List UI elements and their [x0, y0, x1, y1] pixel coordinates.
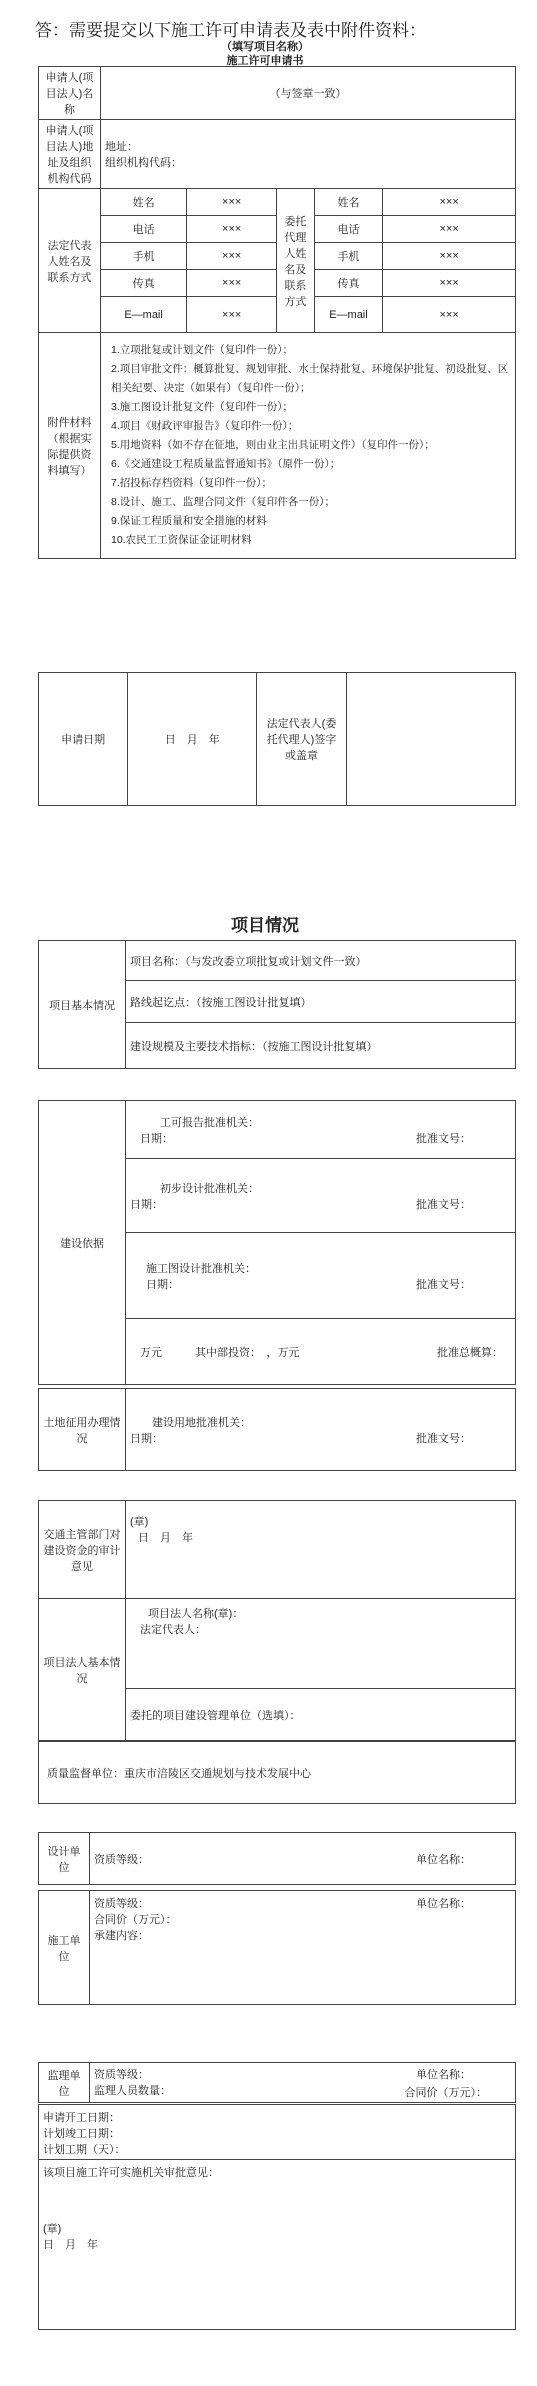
legal-table	[38, 1598, 516, 1741]
quality-unit: 质量监督单位：重庆市涪陵区交通规划与技术发展中心	[39, 1742, 516, 1804]
agent-field-fax: 传真	[314, 270, 383, 297]
cons-approval[interactable]: 施工图设计批准机关：	[146, 1262, 256, 1275]
approval-seal: (章)	[43, 2223, 62, 2235]
applicant-label: 申请人(项目法人)名称	[39, 67, 101, 120]
agent-value-fax[interactable]: ×××	[383, 270, 516, 297]
signature-label: 法定代表人(委托代理人)签字或盖章	[257, 673, 346, 806]
project-basic-label: 项目基本情况	[39, 941, 126, 1069]
attachment-item: 3.施工图设计批复文件（复印件一份）；	[111, 401, 294, 413]
sup-unit-name[interactable]: 单位名称：	[416, 2068, 471, 2081]
prelim-date[interactable]: 日期：	[130, 1198, 163, 1211]
feas-approval[interactable]: 工可报告批准机关：	[160, 1116, 259, 1129]
attachments-label: 附件材料（根据实际提供资料填写）	[39, 333, 101, 559]
agent-field-email: E—mail	[314, 297, 383, 333]
budget-total[interactable]: 批准总概算：	[437, 1346, 503, 1359]
prelim-approval[interactable]: 初步设计批准机关：	[160, 1182, 259, 1195]
route-line[interactable]: 路线起讫点：（按施工图设计批复填）	[126, 981, 516, 1023]
project-section-title: 项目情况	[231, 916, 299, 935]
apply-date-label: 申请日期	[39, 673, 128, 806]
construction-table	[38, 1890, 516, 2005]
agent-field-name: 姓名	[314, 189, 383, 216]
attachment-item: 1.立项批复或计划文件（复印件一份）；	[111, 344, 294, 356]
transport-label: 交通主管部门对建设资金的审计意见	[39, 1501, 126, 1599]
land-table	[38, 1388, 516, 1471]
approval-date[interactable]: 日 月 年	[43, 2239, 98, 2251]
attachment-item: 6.《交通建设工程质量监督通知书》（原件一份）；	[111, 458, 341, 470]
supervision-table	[38, 2062, 516, 2103]
form-project-name: （填写项目名称）	[221, 41, 309, 53]
sup-contract-price[interactable]: 合同价（万元）：	[404, 2086, 487, 2099]
legal-field-fax: 传真	[101, 270, 187, 297]
intro-text: 答：需要提交以下施工许可申请表及表中附件资料：	[35, 21, 426, 40]
agent-unit[interactable]: 委托的项目建设管理单位（选填）：	[126, 1689, 516, 1741]
legal-field-mobile: 手机	[101, 243, 187, 270]
land-date[interactable]: 日期：	[130, 1432, 163, 1445]
apply-date-value[interactable]: 日 月 年	[128, 673, 257, 806]
cons-contract-price[interactable]: 合同价（万元）：	[94, 1914, 177, 1926]
finish-date[interactable]: 计划竣工日期：	[43, 2128, 120, 2140]
cons-doc-no[interactable]: 批准文号：	[416, 1278, 471, 1291]
attachment-item: 5.用地资料（如不存在征地，则由业主出具证明文件）（复印件一份）；	[111, 439, 435, 451]
attachment-item: 8.设计、施工、监理合同文件（复印件各一份）；	[111, 496, 336, 508]
design-table	[38, 1832, 516, 1885]
signature-area[interactable]	[346, 673, 515, 806]
legal-field-name: 姓名	[101, 189, 187, 216]
agent-value-mobile[interactable]: ×××	[383, 243, 516, 270]
agent-value-name[interactable]: ×××	[383, 189, 516, 216]
legal-contact-label: 法定代表人姓名及联系方式	[39, 189, 101, 333]
budget-ministry[interactable]: 其中部投资： ，万元	[195, 1346, 300, 1359]
start-date[interactable]: 申请开工日期：	[43, 2112, 120, 2124]
address-line[interactable]: 地址：	[105, 141, 138, 153]
transport-date[interactable]: 日 月 年	[138, 1532, 193, 1544]
cons-date[interactable]: 日期：	[146, 1278, 179, 1291]
basis-table	[38, 1100, 516, 1385]
land-approval[interactable]: 建设用地批准机关：	[152, 1416, 251, 1429]
legal-rep[interactable]: 法定代表人：	[140, 1624, 206, 1636]
application-table	[38, 66, 516, 559]
agent-field-mobile: 手机	[314, 243, 383, 270]
basis-label: 建设依据	[39, 1101, 126, 1385]
scale-line[interactable]: 建设规模及主要技术指标：（按施工图设计批复填）	[126, 1023, 516, 1069]
agent-contact-label: 委托代理人姓名及联系方式	[277, 189, 314, 333]
attachment-item: 2.项目审批文件：概算批复、规划审批、水土保持批复、环境保护批复、初设批复、区相关纪要、决定（如果有）（复印件一份）；	[111, 363, 509, 394]
land-label: 土地征用办理情况	[39, 1389, 126, 1471]
agent-value-phone[interactable]: ×××	[383, 216, 516, 243]
attachment-item: 9.保证工程质量和安全措施的材料	[111, 515, 267, 527]
applicant-value[interactable]: （与签章一致）	[101, 67, 516, 120]
cons-unit-name[interactable]: 单位名称：	[416, 1898, 471, 1910]
sup-grade[interactable]: 资质等级：	[94, 2068, 149, 2081]
sup-count[interactable]: 监理人员数量：	[94, 2084, 171, 2097]
legal-value-email[interactable]: ×××	[187, 297, 277, 333]
legal-value-name[interactable]: ×××	[187, 189, 277, 216]
budget-unit: 万元	[140, 1346, 162, 1359]
schedule-table	[38, 2104, 516, 2330]
transport-seal: (章)	[130, 1516, 149, 1528]
design-grade[interactable]: 资质等级：	[94, 1853, 149, 1866]
project-basic-table	[38, 940, 516, 1069]
attachment-item: 10.农民工工资保证金证明材料	[111, 534, 252, 546]
legal-name[interactable]: 项目法人名称(章)：	[148, 1608, 244, 1620]
sign-table	[38, 672, 516, 806]
feas-doc-no[interactable]: 批准文号：	[416, 1132, 471, 1145]
feas-date[interactable]: 日期：	[140, 1132, 173, 1145]
cons-grade[interactable]: 资质等级：	[94, 1898, 149, 1910]
legal-value-mobile[interactable]: ×××	[187, 243, 277, 270]
address-label: 申请人(项目法人)地址及组织机构代码	[39, 120, 101, 189]
design-label: 设计单位	[39, 1833, 90, 1885]
quality-table	[38, 1741, 516, 1804]
transport-table	[38, 1500, 516, 1599]
org-code-line[interactable]: 组织机构代码：	[105, 157, 182, 169]
legal-value-phone[interactable]: ×××	[187, 216, 277, 243]
approval-opinion[interactable]: 该项目施工许可实施机关审批意见：	[43, 2167, 219, 2179]
agent-value-email[interactable]: ×××	[383, 297, 516, 333]
legal-value-fax[interactable]: ×××	[187, 270, 277, 297]
cons-content[interactable]: 承建内容：	[94, 1930, 149, 1942]
construction-label: 施工单位	[39, 1891, 90, 2005]
form-title: 施工许可申请书	[226, 55, 304, 67]
attachment-item: 4.项目《财政评审报告》（复印件一份）；	[111, 420, 299, 432]
attachment-item: 7.招投标存档资料（复印件一份）；	[111, 477, 273, 489]
legal-field-email: E—mail	[101, 297, 187, 333]
agent-field-phone: 电话	[314, 216, 383, 243]
duration[interactable]: 计划工期（天）：	[43, 2144, 126, 2156]
land-doc-no[interactable]: 批准文号：	[416, 1432, 471, 1445]
supervision-label: 监理单位	[39, 2063, 90, 2103]
design-unit-name[interactable]: 单位名称：	[416, 1853, 471, 1866]
legal-field-phone: 电话	[101, 216, 187, 243]
project-name-line[interactable]: 项目名称：（与发改委立项批复或计划文件一致）	[126, 941, 516, 981]
legal-basic-label: 项目法人基本情况	[39, 1599, 126, 1741]
prelim-doc-no[interactable]: 批准文号：	[416, 1198, 471, 1211]
